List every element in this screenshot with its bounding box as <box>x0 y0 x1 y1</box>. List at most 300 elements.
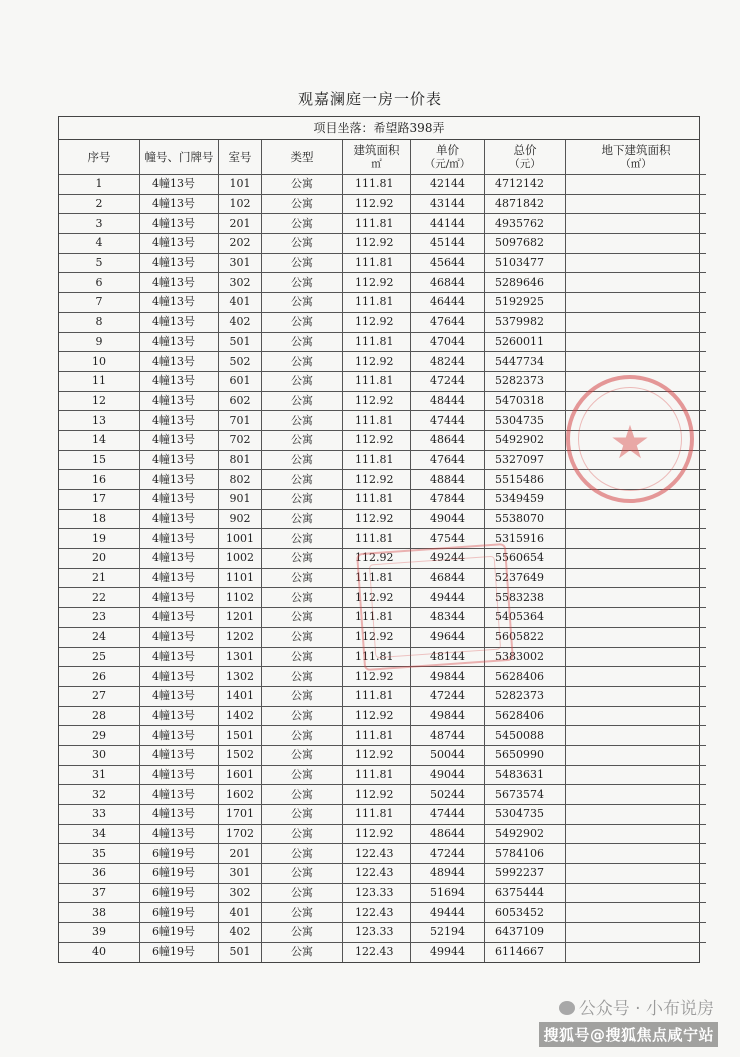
cell-room: 1201 <box>219 608 262 628</box>
cell-total: 5103477 <box>485 253 566 273</box>
cell-room: 1302 <box>219 667 262 687</box>
cell-area: 112.92 <box>343 234 411 254</box>
cell-price: 49844 <box>411 706 485 726</box>
cell-underground-area <box>566 903 707 923</box>
cell-seq: 6 <box>59 273 140 293</box>
cell-underground-area <box>566 234 707 254</box>
cell-total: 5405364 <box>485 608 566 628</box>
cell-price: 48344 <box>411 608 485 628</box>
cell-seq: 4 <box>59 234 140 254</box>
cell-room: 1001 <box>219 529 262 549</box>
cell-seq: 35 <box>59 844 140 864</box>
table-row <box>59 785 706 805</box>
header-building: 幢号、门牌号 <box>140 140 219 175</box>
cell-room: 1101 <box>219 568 262 588</box>
cell-price: 48244 <box>411 352 485 372</box>
cell-building: 4幢13号 <box>140 234 219 254</box>
cell-building: 4幢13号 <box>140 706 219 726</box>
table-row <box>59 273 706 293</box>
cell-seq: 7 <box>59 293 140 313</box>
cell-seq: 24 <box>59 627 140 647</box>
cell-total: 5650990 <box>485 745 566 765</box>
cell-seq: 8 <box>59 312 140 332</box>
cell-total: 5560654 <box>485 549 566 569</box>
cell-building: 4幢13号 <box>140 805 219 825</box>
cell-seq: 39 <box>59 923 140 943</box>
table-row <box>59 745 706 765</box>
cell-total: 5784106 <box>485 844 566 864</box>
cell-total: 5383002 <box>485 647 566 667</box>
watermark-sohu: 搜狐号@搜狐焦点咸宁站 <box>539 1022 718 1047</box>
cell-seq: 1 <box>59 175 140 195</box>
cell-area: 112.92 <box>343 706 411 726</box>
cell-type: 公寓 <box>262 588 343 608</box>
cell-seq: 27 <box>59 686 140 706</box>
cell-building: 4幢13号 <box>140 686 219 706</box>
cell-price: 49644 <box>411 627 485 647</box>
header-price-line1: 单价 <box>436 143 459 157</box>
table-row <box>59 903 706 923</box>
cell-seq: 2 <box>59 194 140 214</box>
cell-room: 301 <box>219 253 262 273</box>
cell-room: 401 <box>219 293 262 313</box>
cell-room: 402 <box>219 923 262 943</box>
cell-building: 4幢13号 <box>140 824 219 844</box>
cell-seq: 10 <box>59 352 140 372</box>
cell-total: 4871842 <box>485 194 566 214</box>
cell-room: 701 <box>219 411 262 431</box>
cell-price: 47244 <box>411 844 485 864</box>
header-seq: 序号 <box>59 140 140 175</box>
cell-room: 1301 <box>219 647 262 667</box>
cell-room: 1502 <box>219 745 262 765</box>
cell-underground-area <box>566 805 707 825</box>
header-area-line1: 建筑面积 <box>353 143 400 157</box>
cell-building: 4幢13号 <box>140 450 219 470</box>
table-row <box>59 509 706 529</box>
header-area <box>343 140 411 175</box>
cell-area: 111.81 <box>343 765 411 785</box>
cell-area: 122.43 <box>343 903 411 923</box>
cell-building: 4幢13号 <box>140 608 219 628</box>
price-table-sheet <box>58 116 700 963</box>
cell-total: 5538070 <box>485 509 566 529</box>
cell-price: 49444 <box>411 588 485 608</box>
cell-building: 4幢13号 <box>140 568 219 588</box>
table-row <box>59 686 706 706</box>
table-row <box>59 312 706 332</box>
cell-type: 公寓 <box>262 883 343 903</box>
cell-building: 6幢19号 <box>140 844 219 864</box>
cell-price: 51694 <box>411 883 485 903</box>
cell-area: 111.81 <box>343 175 411 195</box>
cell-price: 47644 <box>411 450 485 470</box>
cell-type: 公寓 <box>262 509 343 529</box>
cell-total: 5673574 <box>485 785 566 805</box>
cell-room: 1701 <box>219 805 262 825</box>
cell-seq: 33 <box>59 805 140 825</box>
cell-seq: 12 <box>59 391 140 411</box>
cell-total: 5315916 <box>485 529 566 549</box>
cell-room: 401 <box>219 903 262 923</box>
cell-area: 112.92 <box>343 352 411 372</box>
approval-stamp <box>356 543 514 671</box>
cell-area: 111.81 <box>343 686 411 706</box>
table-row <box>59 883 706 903</box>
cell-underground-area <box>566 175 707 195</box>
cell-total: 5583238 <box>485 588 566 608</box>
table-row <box>59 352 706 372</box>
cell-area: 111.81 <box>343 490 411 510</box>
cell-area: 111.81 <box>343 805 411 825</box>
header-price-line2: （元/㎡） <box>424 158 471 170</box>
cell-room: 602 <box>219 391 262 411</box>
cell-type: 公寓 <box>262 194 343 214</box>
cell-type: 公寓 <box>262 824 343 844</box>
table-row <box>59 942 706 961</box>
cell-building: 6幢19号 <box>140 864 219 884</box>
cell-building: 4幢13号 <box>140 332 219 352</box>
cell-type: 公寓 <box>262 686 343 706</box>
cell-type: 公寓 <box>262 391 343 411</box>
cell-area: 111.81 <box>343 411 411 431</box>
cell-building: 4幢13号 <box>140 175 219 195</box>
cell-area: 112.92 <box>343 391 411 411</box>
cell-area: 112.92 <box>343 312 411 332</box>
cell-building: 6幢19号 <box>140 883 219 903</box>
cell-underground-area <box>566 194 707 214</box>
cell-total: 5492902 <box>485 824 566 844</box>
cell-price: 49444 <box>411 903 485 923</box>
cell-seq: 17 <box>59 490 140 510</box>
cell-underground-area <box>566 293 707 313</box>
cell-underground-area <box>566 509 707 529</box>
cell-price: 46844 <box>411 568 485 588</box>
cell-area: 112.92 <box>343 785 411 805</box>
cell-price: 48944 <box>411 864 485 884</box>
table-row <box>59 844 706 864</box>
cell-seq: 30 <box>59 745 140 765</box>
cell-building: 4幢13号 <box>140 253 219 273</box>
cell-room: 301 <box>219 864 262 884</box>
cell-type: 公寓 <box>262 352 343 372</box>
cell-price: 45644 <box>411 253 485 273</box>
cell-area: 112.92 <box>343 509 411 529</box>
cell-underground-area <box>566 923 707 943</box>
cell-seq: 5 <box>59 253 140 273</box>
cell-building: 4幢13号 <box>140 529 219 549</box>
cell-area: 111.81 <box>343 332 411 352</box>
cell-seq: 36 <box>59 864 140 884</box>
cell-seq: 28 <box>59 706 140 726</box>
cell-type: 公寓 <box>262 647 343 667</box>
cell-type: 公寓 <box>262 214 343 234</box>
cell-underground-area <box>566 352 707 372</box>
cell-room: 501 <box>219 942 262 961</box>
cell-seq: 21 <box>59 568 140 588</box>
cell-price: 43144 <box>411 194 485 214</box>
cell-price: 48444 <box>411 391 485 411</box>
cell-area: 112.92 <box>343 667 411 687</box>
cell-area: 112.92 <box>343 430 411 450</box>
project-location: 项目坐落：希望路398弄 <box>59 117 699 140</box>
cell-underground-area <box>566 627 707 647</box>
cell-area: 112.92 <box>343 745 411 765</box>
cell-price: 44144 <box>411 214 485 234</box>
table-row <box>59 864 706 884</box>
cell-total: 6114667 <box>485 942 566 961</box>
cell-underground-area <box>566 253 707 273</box>
table-row <box>59 824 706 844</box>
cell-building: 4幢13号 <box>140 509 219 529</box>
cell-underground-area <box>566 273 707 293</box>
cell-type: 公寓 <box>262 549 343 569</box>
cell-type: 公寓 <box>262 234 343 254</box>
table-row <box>59 529 706 549</box>
cell-price: 49944 <box>411 942 485 961</box>
cell-total: 5304735 <box>485 805 566 825</box>
table-row <box>59 726 706 746</box>
cell-building: 4幢13号 <box>140 371 219 391</box>
cell-type: 公寓 <box>262 568 343 588</box>
table-row <box>59 194 706 214</box>
cell-building: 6幢19号 <box>140 942 219 961</box>
cell-seq: 9 <box>59 332 140 352</box>
cell-room: 302 <box>219 883 262 903</box>
cell-type: 公寓 <box>262 371 343 391</box>
cell-building: 4幢13号 <box>140 765 219 785</box>
cell-price: 50044 <box>411 745 485 765</box>
cell-area: 123.33 <box>343 883 411 903</box>
cell-room: 1602 <box>219 785 262 805</box>
cell-area: 112.92 <box>343 627 411 647</box>
header-total <box>485 140 566 175</box>
cell-seq: 19 <box>59 529 140 549</box>
cell-type: 公寓 <box>262 450 343 470</box>
cell-area: 111.81 <box>343 214 411 234</box>
cell-type: 公寓 <box>262 785 343 805</box>
cell-price: 46844 <box>411 273 485 293</box>
cell-building: 6幢19号 <box>140 903 219 923</box>
cell-underground-area <box>566 647 707 667</box>
cell-building: 4幢13号 <box>140 273 219 293</box>
cell-total: 4712142 <box>485 175 566 195</box>
cell-room: 1501 <box>219 726 262 746</box>
cell-room: 1702 <box>219 824 262 844</box>
cell-underground-area <box>566 214 707 234</box>
cell-underground-area <box>566 529 707 549</box>
official-seal-stamp <box>566 375 694 503</box>
header-type: 类型 <box>262 140 343 175</box>
cell-room: 802 <box>219 470 262 490</box>
cell-type: 公寓 <box>262 253 343 273</box>
cell-underground-area <box>566 765 707 785</box>
cell-room: 902 <box>219 509 262 529</box>
cell-area: 111.81 <box>343 371 411 391</box>
cell-underground-area <box>566 588 707 608</box>
cell-seq: 20 <box>59 549 140 569</box>
cell-type: 公寓 <box>262 844 343 864</box>
cell-seq: 14 <box>59 430 140 450</box>
cell-price: 47844 <box>411 490 485 510</box>
cell-room: 702 <box>219 430 262 450</box>
cell-underground-area <box>566 332 707 352</box>
cell-building: 4幢13号 <box>140 549 219 569</box>
cell-seq: 25 <box>59 647 140 667</box>
cell-total: 5447734 <box>485 352 566 372</box>
cell-total: 4935762 <box>485 214 566 234</box>
cell-type: 公寓 <box>262 726 343 746</box>
cell-building: 4幢13号 <box>140 430 219 450</box>
cell-building: 6幢19号 <box>140 923 219 943</box>
cell-total: 5492902 <box>485 430 566 450</box>
cell-price: 50244 <box>411 785 485 805</box>
cell-underground-area <box>566 864 707 884</box>
cell-area: 122.43 <box>343 942 411 961</box>
cell-type: 公寓 <box>262 765 343 785</box>
watermark-wechat <box>559 994 714 1019</box>
cell-price: 52194 <box>411 923 485 943</box>
table-row <box>59 234 706 254</box>
cell-total: 5282373 <box>485 371 566 391</box>
cell-seq: 22 <box>59 588 140 608</box>
cell-area: 111.81 <box>343 253 411 273</box>
cell-building: 4幢13号 <box>140 785 219 805</box>
cell-price: 47244 <box>411 371 485 391</box>
header-room: 室号 <box>219 140 262 175</box>
cell-total: 5097682 <box>485 234 566 254</box>
cell-seq: 26 <box>59 667 140 687</box>
cell-room: 202 <box>219 234 262 254</box>
header-area-line2: ㎡ <box>371 158 382 170</box>
cell-room: 801 <box>219 450 262 470</box>
cell-underground-area <box>566 785 707 805</box>
cell-room: 1401 <box>219 686 262 706</box>
cell-total: 5605822 <box>485 627 566 647</box>
approval-stamp-inner <box>369 556 501 659</box>
cell-price: 48144 <box>411 647 485 667</box>
table-row <box>59 923 706 943</box>
cell-area: 111.81 <box>343 568 411 588</box>
cell-area: 122.43 <box>343 864 411 884</box>
cell-building: 4幢13号 <box>140 588 219 608</box>
cell-area: 112.92 <box>343 273 411 293</box>
cell-type: 公寓 <box>262 490 343 510</box>
cell-room: 1601 <box>219 765 262 785</box>
cell-room: 402 <box>219 312 262 332</box>
cell-underground-area <box>566 726 707 746</box>
cell-underground-area <box>566 706 707 726</box>
cell-underground-area <box>566 568 707 588</box>
cell-type: 公寓 <box>262 293 343 313</box>
cell-total: 5260011 <box>485 332 566 352</box>
cell-total: 6437109 <box>485 923 566 943</box>
header-underground-area <box>566 140 707 175</box>
cell-total: 5628406 <box>485 706 566 726</box>
cell-type: 公寓 <box>262 745 343 765</box>
cell-total: 6375444 <box>485 883 566 903</box>
header-under-line1: 地下建筑面积 <box>601 143 671 157</box>
cell-room: 201 <box>219 844 262 864</box>
cell-room: 201 <box>219 214 262 234</box>
cell-underground-area <box>566 745 707 765</box>
cell-type: 公寓 <box>262 529 343 549</box>
cell-price: 47644 <box>411 312 485 332</box>
cell-underground-area <box>566 608 707 628</box>
wechat-icon <box>559 1001 575 1015</box>
cell-underground-area <box>566 844 707 864</box>
cell-building: 4幢13号 <box>140 745 219 765</box>
cell-seq: 3 <box>59 214 140 234</box>
cell-room: 302 <box>219 273 262 293</box>
watermark-wechat-text: 公众号 · 小布说房 <box>578 999 714 1019</box>
cell-type: 公寓 <box>262 312 343 332</box>
cell-total: 5289646 <box>485 273 566 293</box>
cell-price: 48644 <box>411 430 485 450</box>
cell-area: 111.81 <box>343 608 411 628</box>
cell-price: 48844 <box>411 470 485 490</box>
cell-building: 4幢13号 <box>140 312 219 332</box>
cell-seq: 18 <box>59 509 140 529</box>
header-total-line2: （元） <box>509 158 541 170</box>
cell-seq: 34 <box>59 824 140 844</box>
cell-room: 1402 <box>219 706 262 726</box>
cell-area: 112.92 <box>343 824 411 844</box>
cell-room: 901 <box>219 490 262 510</box>
header-under-line2: （㎡） <box>620 158 652 170</box>
cell-total: 5483631 <box>485 765 566 785</box>
cell-building: 4幢13号 <box>140 352 219 372</box>
cell-building: 4幢13号 <box>140 391 219 411</box>
cell-area: 111.81 <box>343 293 411 313</box>
cell-total: 5379982 <box>485 312 566 332</box>
cell-type: 公寓 <box>262 942 343 961</box>
cell-seq: 23 <box>59 608 140 628</box>
cell-type: 公寓 <box>262 608 343 628</box>
cell-total: 5515486 <box>485 470 566 490</box>
cell-room: 102 <box>219 194 262 214</box>
cell-area: 123.33 <box>343 923 411 943</box>
cell-seq: 13 <box>59 411 140 431</box>
cell-seq: 32 <box>59 785 140 805</box>
cell-room: 502 <box>219 352 262 372</box>
cell-type: 公寓 <box>262 903 343 923</box>
cell-building: 4幢13号 <box>140 490 219 510</box>
cell-building: 4幢13号 <box>140 627 219 647</box>
cell-area: 112.92 <box>343 194 411 214</box>
cell-total: 5470318 <box>485 391 566 411</box>
table-row <box>59 175 706 195</box>
cell-building: 4幢13号 <box>140 293 219 313</box>
cell-area: 111.81 <box>343 450 411 470</box>
cell-room: 1202 <box>219 627 262 647</box>
table-row <box>59 214 706 234</box>
cell-underground-area <box>566 549 707 569</box>
cell-price: 42144 <box>411 175 485 195</box>
cell-total: 5450088 <box>485 726 566 746</box>
cell-room: 1002 <box>219 549 262 569</box>
table-row <box>59 765 706 785</box>
cell-type: 公寓 <box>262 430 343 450</box>
cell-type: 公寓 <box>262 411 343 431</box>
page-title: 观嘉澜庭一房一价表 <box>297 90 442 108</box>
seal-star-icon: ★ <box>609 415 651 469</box>
cell-total: 5628406 <box>485 667 566 687</box>
cell-price: 47544 <box>411 529 485 549</box>
cell-type: 公寓 <box>262 923 343 943</box>
cell-seq: 40 <box>59 942 140 961</box>
cell-total: 5992237 <box>485 864 566 884</box>
